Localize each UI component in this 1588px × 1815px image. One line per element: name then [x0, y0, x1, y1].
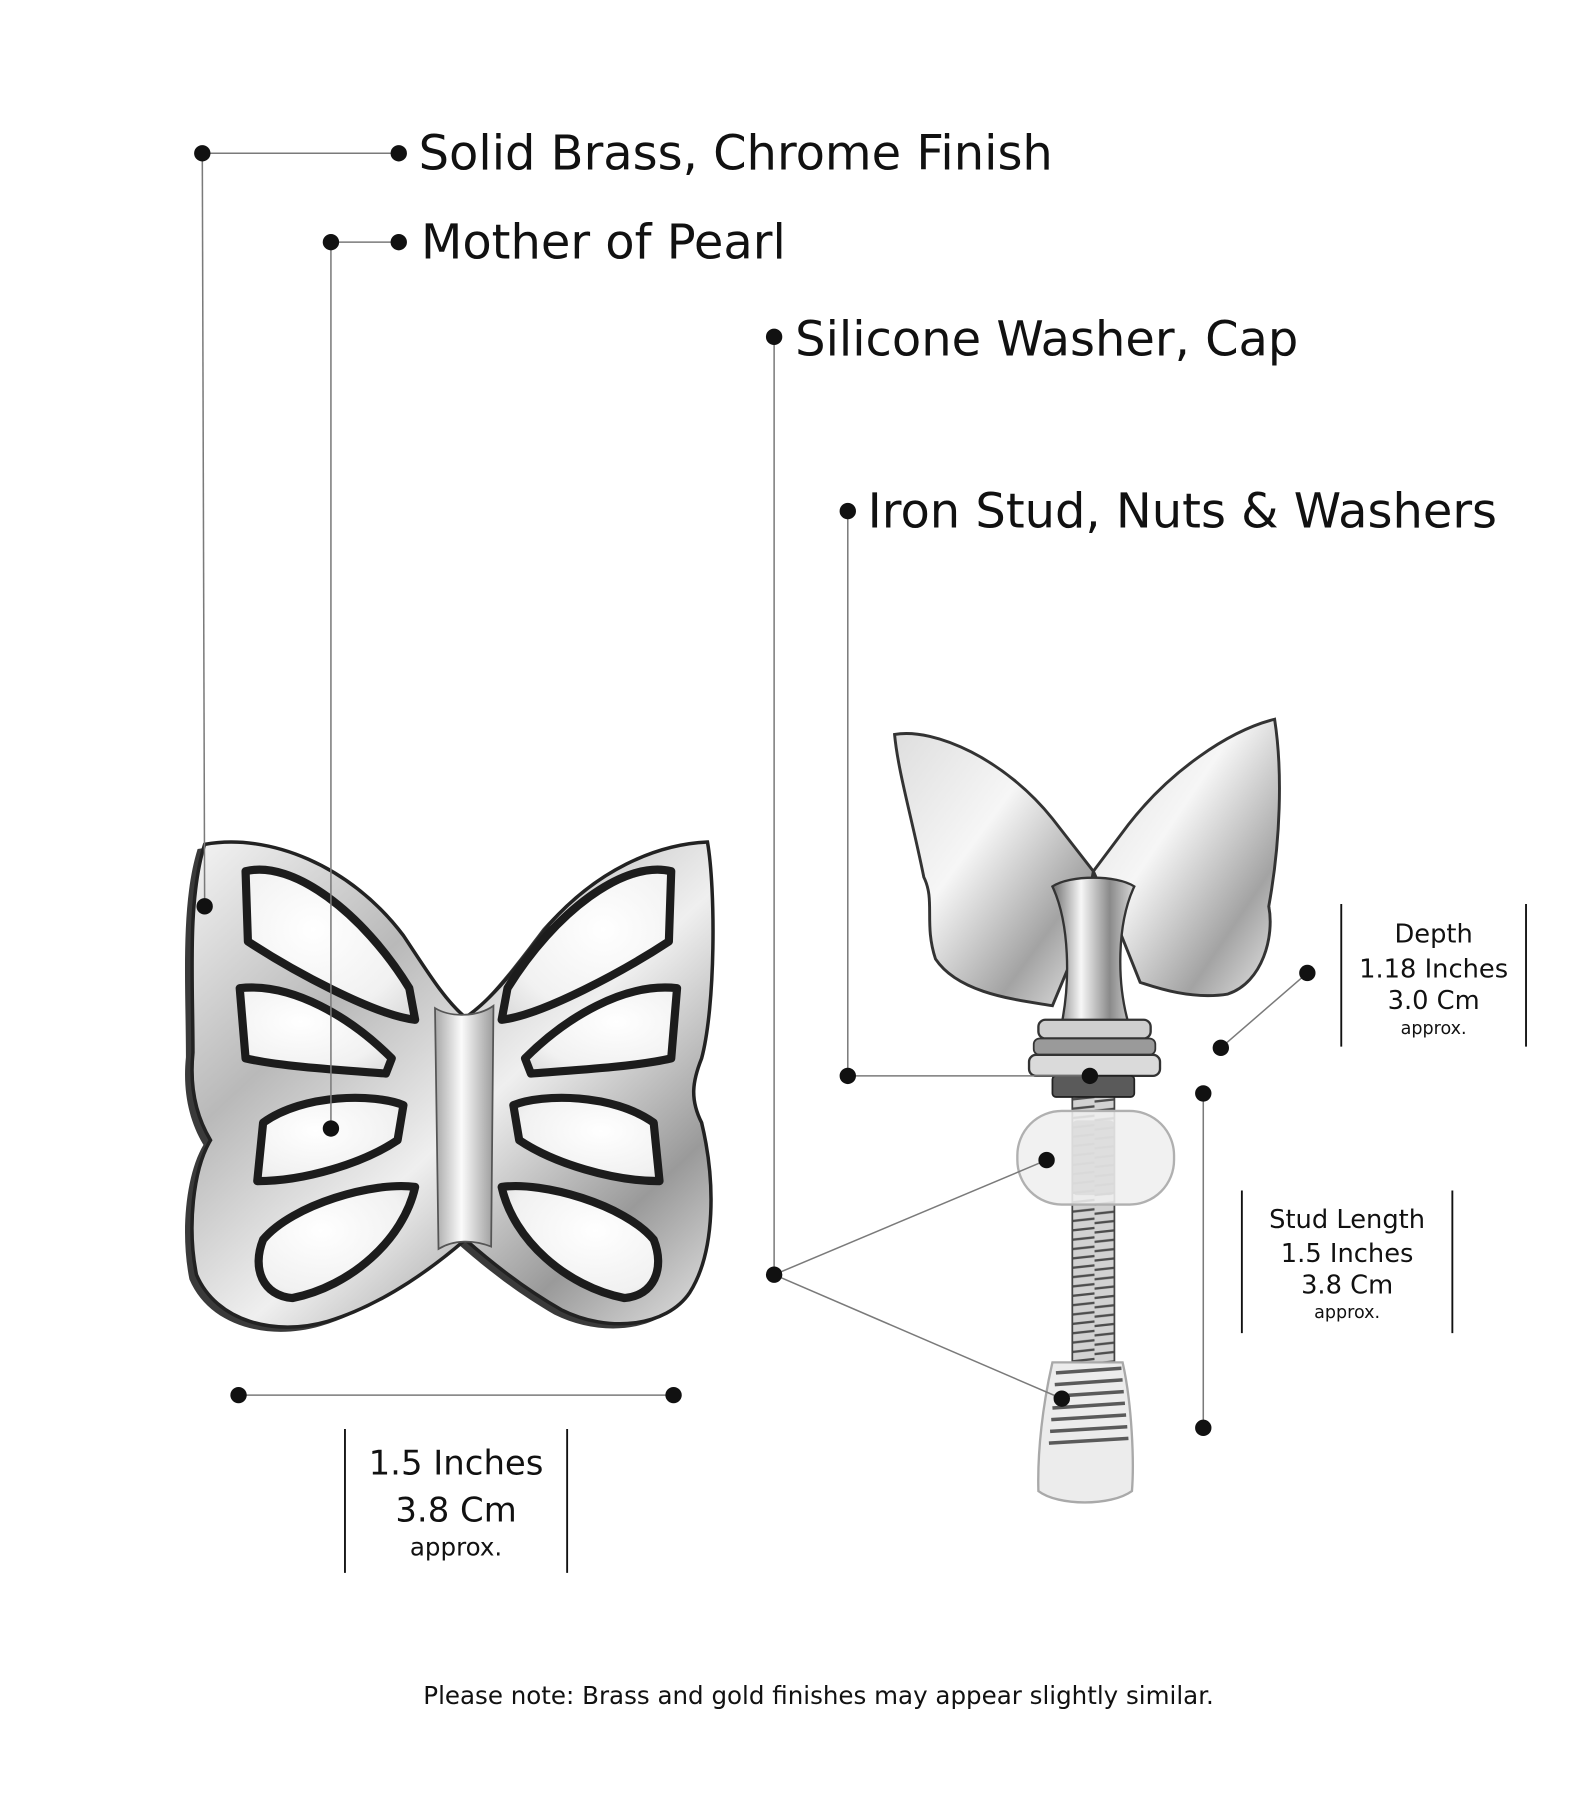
callout-dot [840, 503, 856, 519]
dimension-dot [1213, 1040, 1229, 1056]
callout-leader-line [774, 1160, 1046, 1275]
callout-dot [840, 1068, 856, 1084]
stud-length-approx-note: approx. [1314, 1302, 1381, 1323]
callout-dot [766, 1266, 782, 1282]
callout-leader-line [202, 153, 204, 906]
side-view-knob [895, 719, 1280, 1502]
dimension-dot [1195, 1420, 1211, 1436]
footer-note: Please note: Brass and gold finishes may appear slightly similar. [423, 1680, 1214, 1710]
width-imperial: 1.5 Inches [368, 1443, 544, 1483]
silicone-cap [1038, 1362, 1133, 1502]
dimension-stud-length [1195, 1085, 1452, 1436]
callout-dot [1054, 1390, 1070, 1406]
callout-dot [1038, 1152, 1054, 1168]
depth-imperial: 1.18 Inches [1359, 954, 1509, 985]
dimension-width [230, 1387, 681, 1573]
callout-dot [196, 898, 212, 914]
depth-title: Depth [1394, 919, 1473, 950]
front-view-knob [185, 842, 713, 1332]
dimension-dot [230, 1387, 246, 1403]
callout-label-hardware: Iron Stud, Nuts & Washers [867, 484, 1498, 540]
depth-metric: 3.0 Cm [1387, 986, 1480, 1017]
stud-length-metric: 3.8 Cm [1301, 1270, 1394, 1301]
silicone-washer-hole [1072, 1120, 1114, 1195]
width-approx-note: approx. [409, 1532, 503, 1562]
callout-dot [194, 145, 210, 161]
callout-dot [323, 234, 339, 250]
callout-leader-line [774, 1275, 1062, 1399]
stud-length-imperial: 1.5 Inches [1280, 1238, 1414, 1269]
stud-length-title: Stud Length [1269, 1204, 1426, 1235]
dimension-dot [1195, 1085, 1211, 1101]
callout-label-inlay: Mother of Pearl [420, 215, 786, 271]
callout-dot [391, 234, 407, 250]
dimension-dot [665, 1387, 681, 1403]
washer-top [1038, 1020, 1150, 1039]
callout-label-material: Solid Brass, Chrome Finish [418, 126, 1053, 182]
callout-dot [323, 1120, 339, 1136]
callout-dot [766, 329, 782, 345]
front-knob-body-band [435, 1006, 493, 1249]
depth-approx-note: approx. [1400, 1018, 1467, 1039]
width-metric: 3.8 Cm [395, 1490, 517, 1530]
callout-label-washer: Silicone Washer, Cap [795, 312, 1299, 368]
side-knob-left-wing-plate [895, 733, 1094, 1005]
callout-dot [1082, 1068, 1098, 1084]
washer-middle [1034, 1038, 1156, 1054]
dimension-dot [1299, 965, 1315, 981]
callout-dot [391, 145, 407, 161]
